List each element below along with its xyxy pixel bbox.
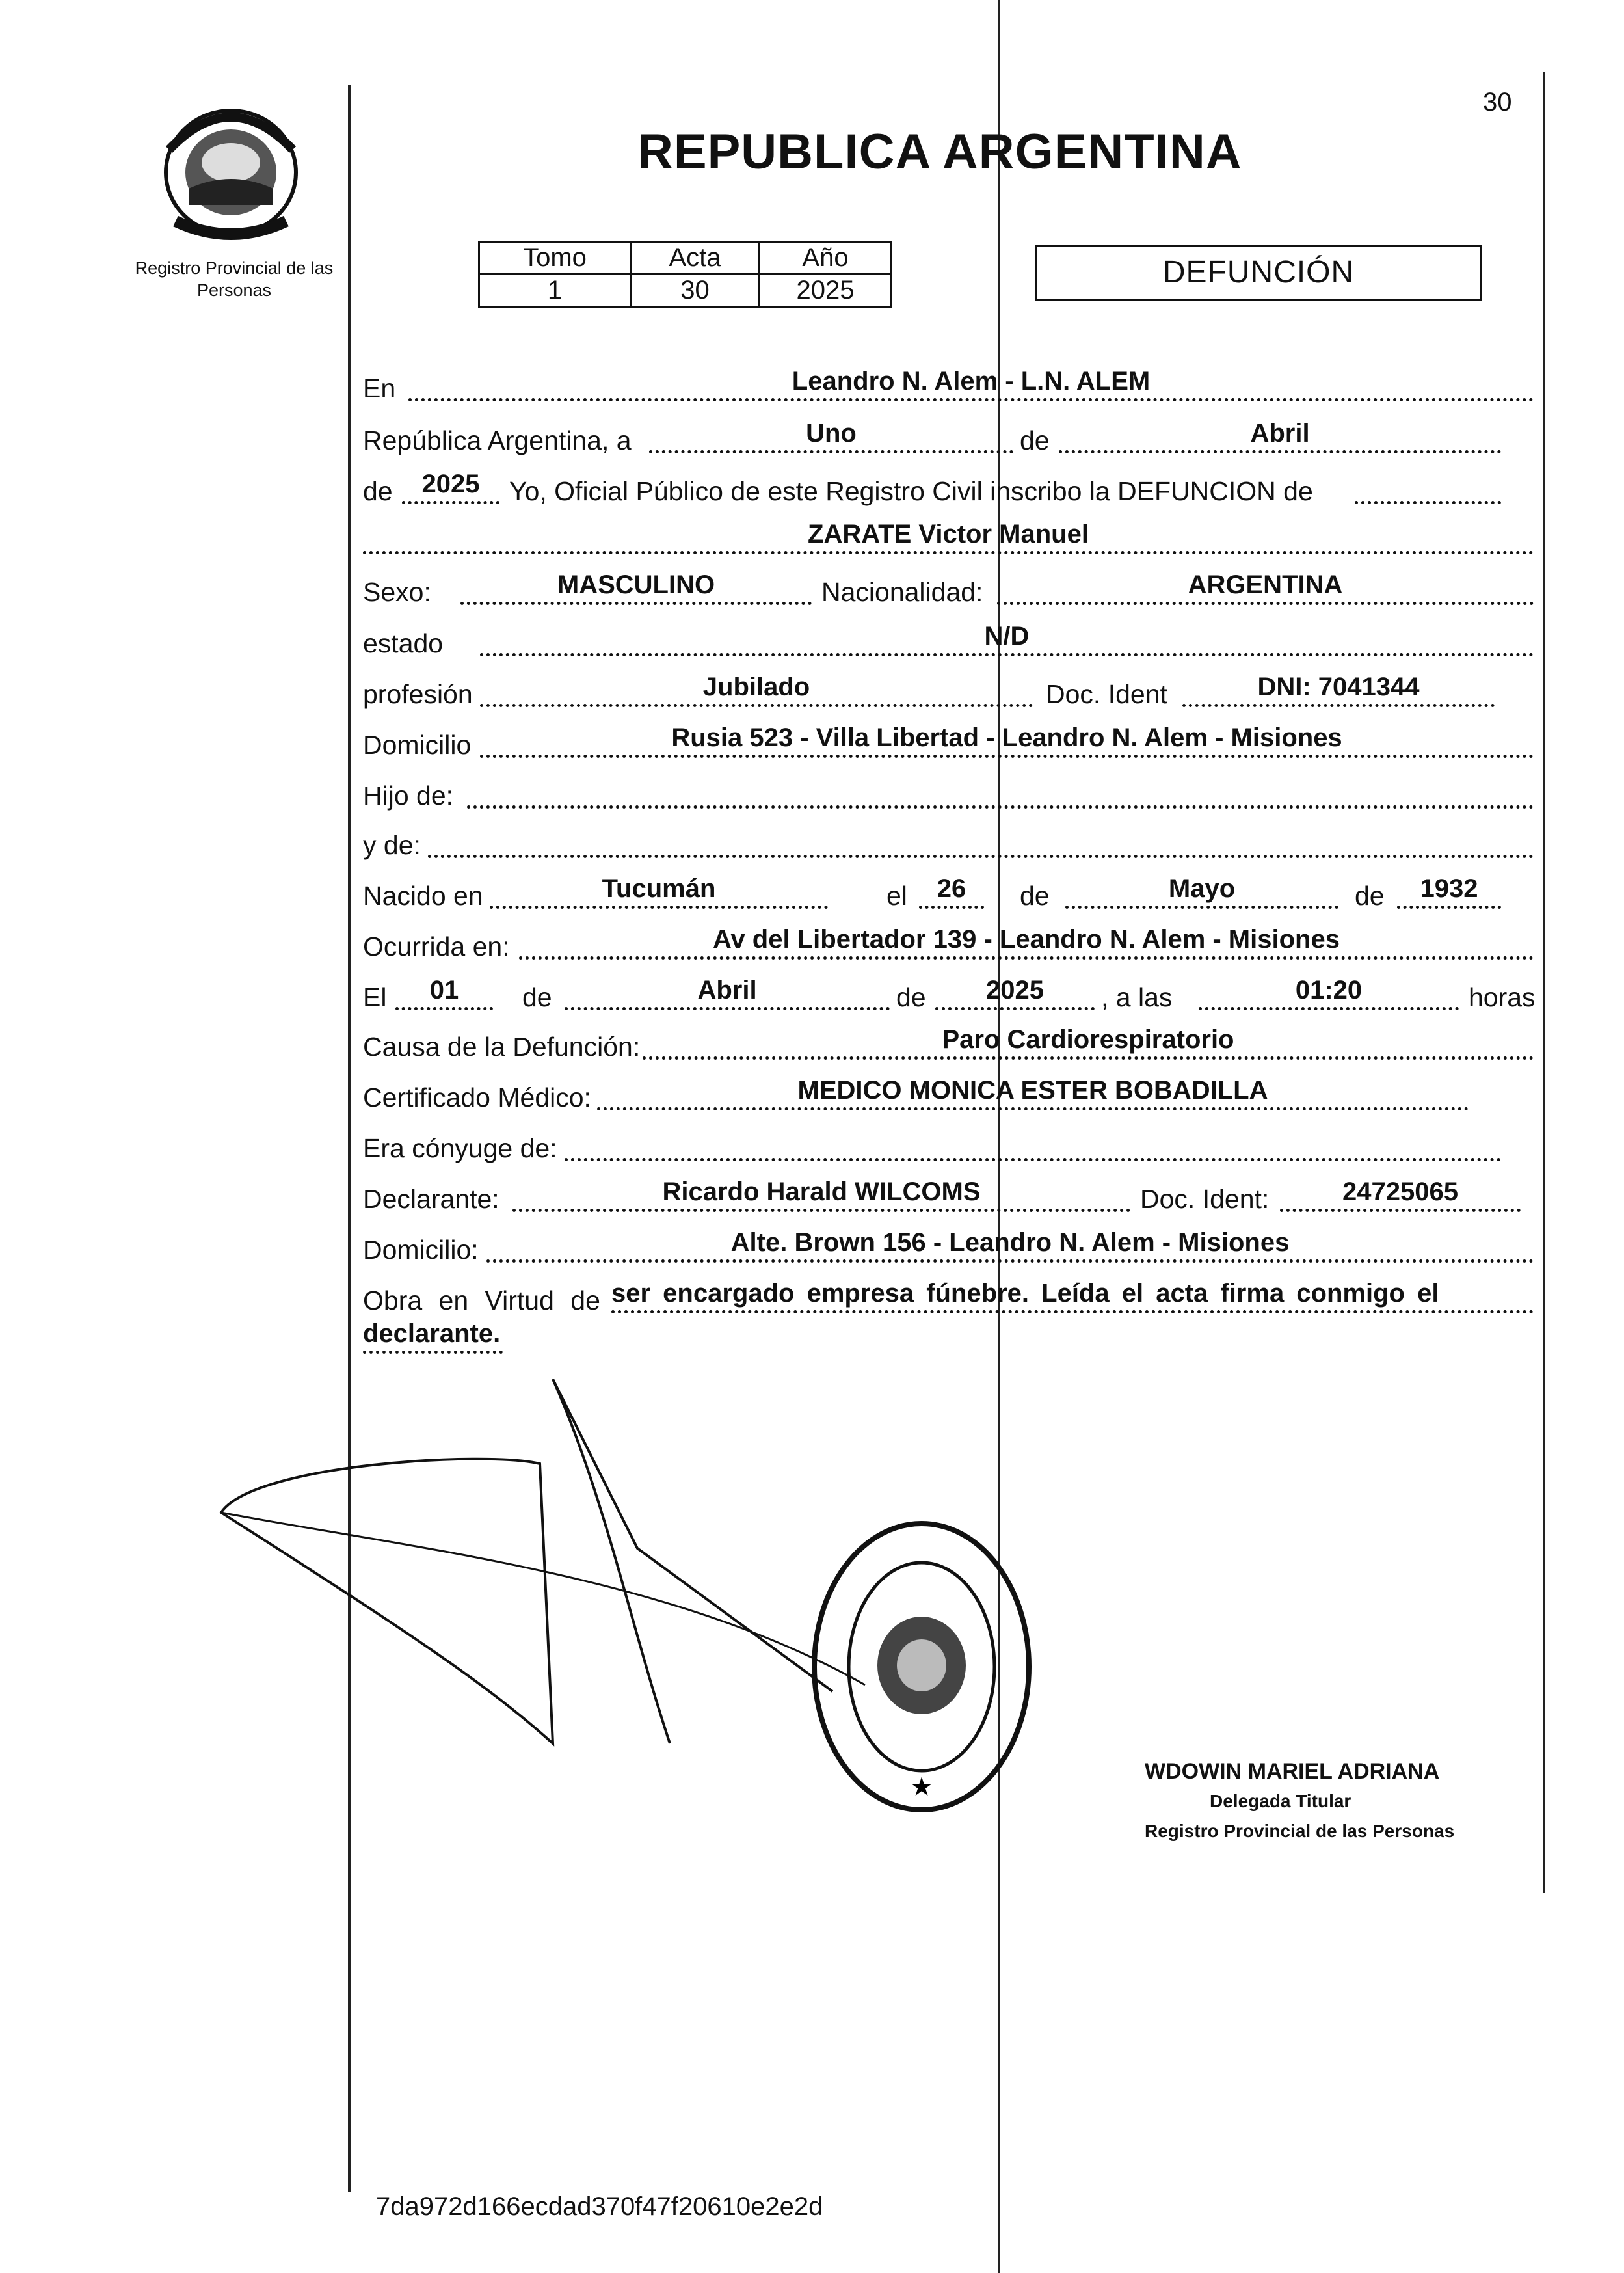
- row-death-date: [363, 973, 1534, 1012]
- signature-role: Delegada Titular: [1210, 1791, 1351, 1811]
- registry-name: Registro Provincial de las Personas: [135, 258, 334, 300]
- field-death-day: 01: [395, 973, 493, 1010]
- label-el: el: [886, 881, 907, 911]
- header-acta: Acta: [631, 242, 760, 275]
- label-causa: Causa de la Defunción:: [363, 1032, 641, 1062]
- label-republica: República Argentina, a: [363, 425, 632, 455]
- header-tomo: Tomo: [479, 242, 631, 275]
- label-de: de: [1020, 425, 1050, 455]
- label-profesion: profesión: [363, 679, 473, 709]
- tomo-acta-anio-table: [478, 241, 892, 308]
- field-decl-doc: 24725065: [1280, 1175, 1521, 1212]
- field-birth-day: 26: [919, 872, 984, 909]
- label-certificado: Certificado Médico:: [363, 1083, 591, 1112]
- label-alas: , a las: [1101, 982, 1173, 1012]
- header-anio: Año: [760, 242, 892, 275]
- row-conyuge: [363, 1124, 1534, 1163]
- field-certificado: MEDICO MONICA ESTER BOBADILLA: [597, 1073, 1469, 1110]
- row-date: [363, 416, 1534, 455]
- field-death-year: 2025: [935, 973, 1095, 1010]
- value-anio: 2025: [760, 275, 892, 307]
- field-profesion: Jubilado: [480, 670, 1033, 707]
- field-yde: [428, 821, 1534, 858]
- row-yde: [363, 821, 1534, 860]
- field-day: Uno: [649, 416, 1013, 453]
- row-hijo: [363, 772, 1534, 811]
- label-death-de1: de: [522, 982, 552, 1012]
- signature-office: Registro Provincial de las Personas: [1145, 1821, 1455, 1841]
- right-margin-rule: [1543, 72, 1545, 1893]
- label-ocurrida: Ocurrida en:: [363, 932, 510, 962]
- field-hijo: [467, 772, 1534, 809]
- row-obra: [363, 1276, 1534, 1361]
- label-birth-de2: de: [1355, 881, 1385, 911]
- label-hijo: Hijo de:: [363, 781, 454, 811]
- label-obra: Obra en Virtud de: [363, 1285, 600, 1315]
- label-birth-de1: de: [1020, 881, 1050, 911]
- official-signature: [1145, 1756, 1454, 1846]
- row-profesion: [363, 670, 1534, 709]
- field-declarante: Ricardo Harald WILCOMS: [512, 1175, 1130, 1212]
- field-oficial-end: [1355, 467, 1501, 504]
- label-declarante: Declarante:: [363, 1184, 499, 1214]
- label-conyuge: Era cónyuge de:: [363, 1133, 557, 1163]
- label-domicilio: Domicilio: [363, 730, 472, 760]
- row-ocurrida: [363, 922, 1534, 962]
- signature-name: WDOWIN MARIEL ADRIANA: [1145, 1759, 1440, 1784]
- label-el2: El: [363, 982, 387, 1012]
- page-title: REPUBLICA ARGENTINA: [637, 124, 1242, 180]
- row-sexo: [363, 568, 1534, 607]
- field-death-month: Abril: [565, 973, 890, 1010]
- value-acta: 30: [631, 275, 760, 307]
- label-decl-domicilio: Domicilio:: [363, 1235, 479, 1265]
- field-ocurrida: Av del Libertador 139 - Leandro N. Alem - Misiones: [519, 922, 1534, 960]
- label-doc: Doc. Ident: [1046, 679, 1167, 709]
- field-nacido: Tucumán: [490, 872, 828, 909]
- field-domicilio: Rusia 523 - Villa Libertad - Leandro N. Alem - Misiones: [480, 721, 1534, 758]
- row-declarante: [363, 1175, 1534, 1214]
- field-obra-2: declarante.: [363, 1317, 503, 1354]
- province-seal-icon: [150, 98, 312, 247]
- svg-text:★: ★: [910, 1772, 933, 1802]
- field-doc: DNI: 7041344: [1182, 670, 1495, 707]
- label-nacido: Nacido en: [363, 881, 483, 911]
- row-causa: [363, 1023, 1534, 1062]
- row-decl-domicilio: [363, 1226, 1534, 1265]
- field-birth-year: 1932: [1397, 872, 1501, 909]
- field-causa: Paro Cardiorespiratorio: [643, 1023, 1534, 1060]
- field-year: 2025: [402, 467, 499, 504]
- row-estado: [363, 619, 1534, 658]
- field-en: Leandro N. Alem - L.N. ALEM: [408, 364, 1534, 401]
- row-nacido: [363, 872, 1534, 911]
- row-deceased: [363, 517, 1534, 556]
- row-certificado: [363, 1073, 1534, 1112]
- label-decl-doc: Doc. Ident:: [1140, 1184, 1270, 1214]
- field-obra-1: ser encargado empresa fúnebre. Leída el acta firma conmigo el: [611, 1276, 1534, 1313]
- field-sexo: MASCULINO: [460, 568, 812, 605]
- row-domicilio: [363, 721, 1534, 760]
- label-yde: y de:: [363, 830, 421, 860]
- left-margin-rule: [348, 85, 351, 2192]
- value-tomo: 1: [479, 275, 631, 307]
- field-deceased-name: ZARATE Victor Manuel: [363, 517, 1534, 554]
- label-sexo: Sexo:: [363, 577, 431, 607]
- field-decl-domicilio: Alte. Brown 156 - Leandro N. Alem - Misiones: [486, 1226, 1534, 1263]
- label-horas: horas: [1469, 982, 1536, 1012]
- field-birth-month: Mayo: [1065, 872, 1338, 909]
- oficial-text: Yo, Oficial Público de este Registro Civil inscribo la DEFUNCION de: [509, 476, 1313, 506]
- record-type-box: DEFUNCIÓN: [1035, 245, 1482, 301]
- label-year-de: de: [363, 476, 393, 506]
- field-conyuge: [565, 1124, 1501, 1161]
- row-oficial: [363, 467, 1534, 506]
- label-nacionalidad: Nacionalidad:: [821, 577, 983, 607]
- field-death-time: 01:20: [1199, 973, 1459, 1010]
- row-en: [363, 364, 1534, 403]
- label-en: En: [363, 373, 396, 403]
- page-number: 30: [1483, 88, 1512, 116]
- label-death-de2: de: [896, 982, 926, 1012]
- delegation-stamp-icon: [810, 1519, 1034, 1815]
- field-estado: N/D: [480, 619, 1534, 656]
- document-hash: 7da972d166ecdad370f47f20610e2e2d: [376, 2192, 823, 2221]
- field-nacionalidad: ARGENTINA: [997, 568, 1534, 605]
- label-estado: estado: [363, 628, 444, 658]
- field-month: Abril: [1059, 416, 1501, 453]
